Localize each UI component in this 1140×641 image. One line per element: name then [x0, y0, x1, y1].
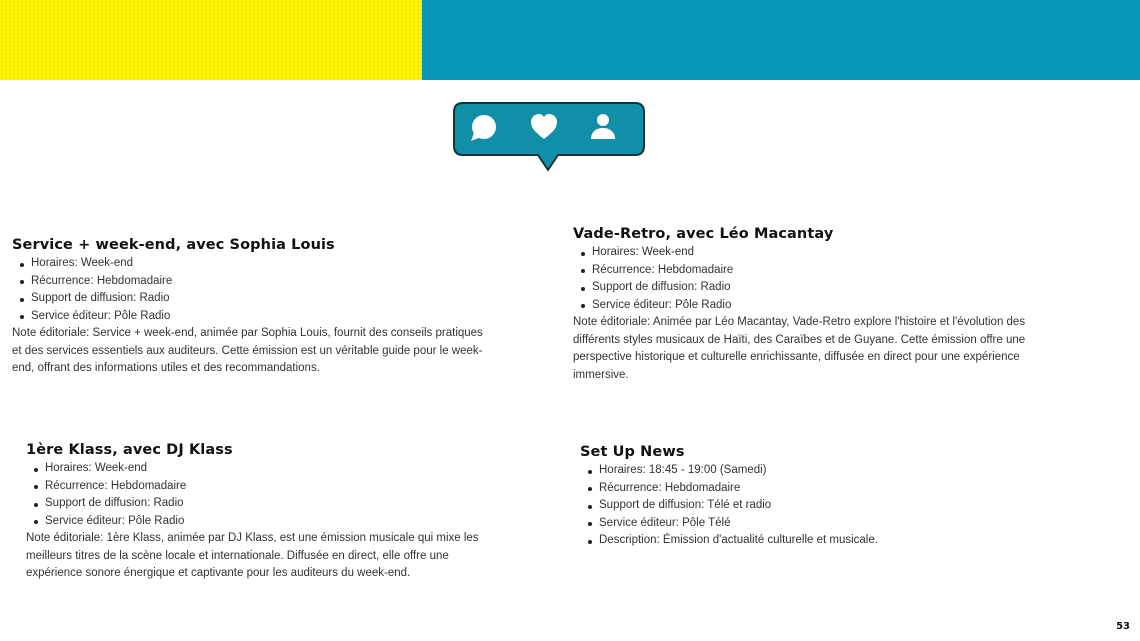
section-title: Service + week-end, avec Sophia Louis — [12, 237, 335, 253]
editorial-note: Note éditoriale: 1ère Klass, animée par DJ Klass, est une émission musicale qui mixe les meilleurs titres de la scène locale et internationale. Diffusée en direct, elle offre une expérience sonore énergique et captivante pour les auditeurs du week-end. — [26, 532, 479, 579]
section-title: Vade-Retro, avec Léo Macantay — [573, 226, 834, 242]
list-item: Support de diffusion: Radio — [581, 279, 1058, 297]
list-item: Service éditeur: Pôle Radio — [581, 297, 1058, 315]
list-item: Récurrence: Hebdomadaire — [588, 480, 1050, 498]
list-item: Récurrence: Hebdomadaire — [34, 478, 501, 496]
section-title: 1ère Klass, avec DJ Klass — [26, 442, 233, 458]
editorial-note: Note éditoriale: Animée par Léo Macantay, Vade-Retro explore l'histoire et l'évolution des différents styles musicaux de Haïti, des Caraïbes et de Guyane. Cette émission offre une perspective historique et culturelle enrichissante, diffusée en direct pour une expérience immersive. — [573, 316, 1026, 381]
list-item: Service éditeur: Pôle Radio — [20, 308, 487, 326]
section-title: Set Up News — [580, 444, 685, 460]
details-list — [573, 244, 1058, 314]
details-list — [580, 462, 1050, 550]
list-item: Support de diffusion: Radio — [20, 290, 487, 308]
list-item: Description: Émission d'actualité culturelle et musicale. — [588, 532, 1050, 550]
section-1ere-klass — [26, 442, 501, 583]
list-item: Récurrence: Hebdomadaire — [20, 273, 487, 291]
list-item: Horaires: Week-end — [20, 255, 487, 273]
list-item: Service éditeur: Pôle Radio — [34, 513, 501, 531]
list-item: Récurrence: Hebdomadaire — [581, 262, 1058, 280]
list-item: Support de diffusion: Radio — [34, 495, 501, 513]
list-item: Horaires: Week-end — [34, 460, 501, 478]
social-speech-bubble — [453, 102, 645, 174]
details-list — [12, 255, 487, 325]
section-set-up-news — [580, 444, 1050, 550]
section-service-week-end — [12, 237, 487, 378]
list-item: Horaires: 18:45 - 19:00 (Samedi) — [588, 462, 1050, 480]
list-item: Horaires: Week-end — [581, 244, 1058, 262]
page-number: 53 — [1116, 621, 1130, 632]
details-list — [26, 460, 501, 530]
editorial-note: Note éditoriale: Service + week-end, animée par Sophia Louis, fournit des conseils pratiques et des services essentiels aux auditeurs. Cette émission est un véritable guide pour le week-end, offrant des informations utiles et des recommandations. — [12, 327, 483, 374]
header-yellow-band — [0, 0, 422, 80]
section-vade-retro — [573, 226, 1058, 384]
header-teal-band — [422, 0, 1140, 80]
list-item: Support de diffusion: Télé et radio — [588, 497, 1050, 515]
list-item: Service éditeur: Pôle Télé — [588, 515, 1050, 533]
